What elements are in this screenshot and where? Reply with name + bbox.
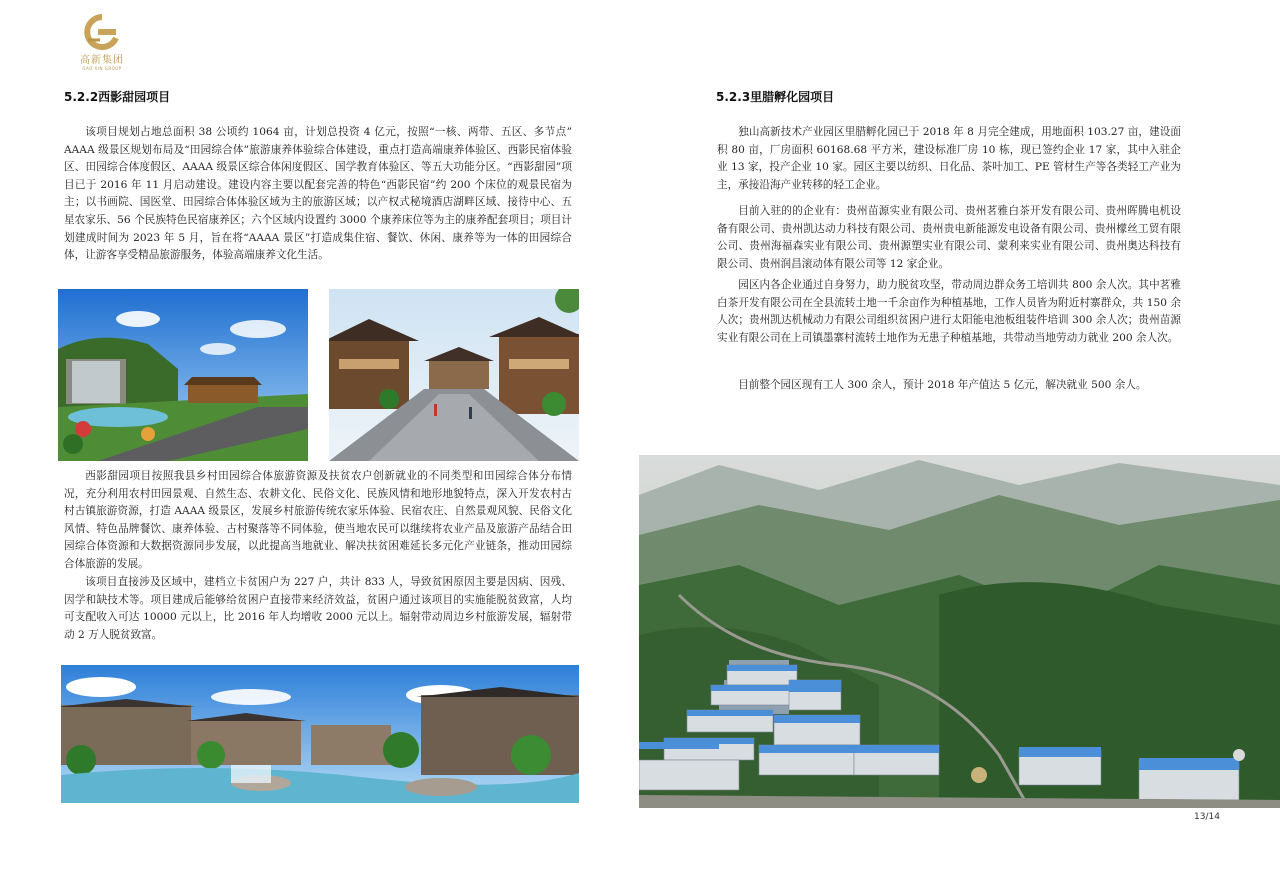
xiying-paragraph-3: 该项目直接涉及区域中，建档立卡贫困户为 227 户，共计 833 人，导致贫困原因主要是因病、因残、因学和缺技术等。项目建成后能够给贫困户直接带来经济效益，贫困户通过该项目的实施能脱贫致富，人均可支配收入可达 10000 元以上，比 2016 年人均增收 2000 元以上。辐射带动周边乡村旅游发展，辐射带动 2 万人脱贫致富。 — [64, 576, 572, 641]
park-landscape-image — [58, 289, 308, 461]
xiying-paragraph-2: 西影甜园项目按照我县乡村田园综合体旅游资源及扶贫农户创新就业的不同类型和田园综合体分布情况，充分利用农村田园景观、自然生态、农耕文化、民俗文化、民族风情和地形地貌特点，深入开发农村古村古镇旅游资源，打造 AAAA 级景区，发展乡村旅游传统农家乐体验、民宿农庄、自然景观风貌、民俗文化风情、特色品牌餐饮、康养体验、古村聚落等不同体验，使当地农民可以继续将农业产品及旅游产品结合田园综合体资源和大数据资源同步发展，以此提高当地就业、解决扶贫困难延长多元化产业链条，推动田园综合体旅游的发展。 — [64, 470, 572, 570]
logo-name-en: GAO XIN GROUP — [82, 66, 122, 71]
xiying-paragraph-1: 该项目规划占地总面积 38 公顷约 1064 亩，计划总投资 4 亿元，按照“一核、两带、五区、多节点” AAAA 级景区规划布局及“田园综合体”旅游康养体验综合体建设，重点打造高端康养体验区、西影民宿体验区、田园综合体度假区、AAAA 级景区综合体闲度假区、国学教育体验区、等五大功能分区。“西影甜园”项目已于 2016 年 11 月启动建设。建设内容主要以配套完善的特色“西影民宿”约 200 个床位的观景民宿为主；以书画院、国医堂、田园综合体体验区域为主的旅游区域；以产权式秘境酒店湖畔区域、接待中心、五星农家乐、56 个民族特色民宿康养区；六个区域内设置约 3000 个康养床位等为主的康养配套项目；项目计划建成时间为 2023 年 5 月，旨在将“AAAA 景区”打造成集住宿、餐饮、休闲、康养等为一体的田园综合体，让游客享受精品旅游服务，体验高端康养文化生活。 — [64, 126, 572, 262]
lila-paragraph-2: 目前入驻的的企业有：贵州苗源实业有限公司、贵州茗雅白茶开发有限公司、贵州晖腾电机设备有限公司、贵州凯达动力科技有限公司、贵州贵电新能源发电设备有限公司、贵州檬丝工贸有限公司、贵州海福森实业有限公司、贵州源塑实业有限公司、蒙利来实业有限公司、贵州奥达科技有限公司、贵州润昌滚动体有限公司等 12 家企业。 — [717, 205, 1181, 270]
page-number: 13/14 — [1194, 812, 1220, 822]
lila-paragraph-4: 目前整个园区现有工人 300 余人，预计 2018 年产值达 5 亿元，解决就业 500 余人。 — [738, 379, 1147, 391]
lila-paragraph-3: 园区内各企业通过自身努力，助力脱贫攻坚，带动周边群众务工培训共 800 余人次。其中茗雅白茶开发有限公司在全县流转土地一千余亩作为种植基地，工作人员皆为附近村寨群众，共 150 余人次；贵州凯达机械动力有限公司组织贫困户进行太阳能电池板组装件培训 300 余人次；贵州苗源实业有限公司在上司镇墨寨村流转土地作为无患子种植基地，共带动当地劳动力就业 200 余人次。 — [717, 279, 1181, 344]
ancient-town-street-image — [329, 289, 579, 461]
resort-waterfall-image — [61, 665, 579, 803]
section-title-xiying: 5.2.2西影甜园项目 — [64, 90, 171, 104]
company-logo — [78, 14, 126, 71]
logo-mark-icon — [82, 14, 122, 50]
logo-name-cn: 高新集团 — [80, 55, 124, 66]
lila-paragraph-1: 独山高新技术产业园区里腊孵化园已于 2018 年 8 月完全建成，用地面积 103.27 亩，建设面积 80 亩，厂房面积 60168.68 平方米，建设标准厂房 10 栋，现已签约企业 17 家，其中入驻企业 13 家，投产企业 10 家。园区主要以纺织、日化品、茶叶加工、PE 管材生产等各类轻工产业为主，承接沿海产业转移的轻工企业。 — [717, 126, 1181, 191]
industrial-park-aerial-image — [639, 455, 1280, 808]
section-title-lila: 5.2.3里腊孵化园项目 — [716, 90, 835, 104]
